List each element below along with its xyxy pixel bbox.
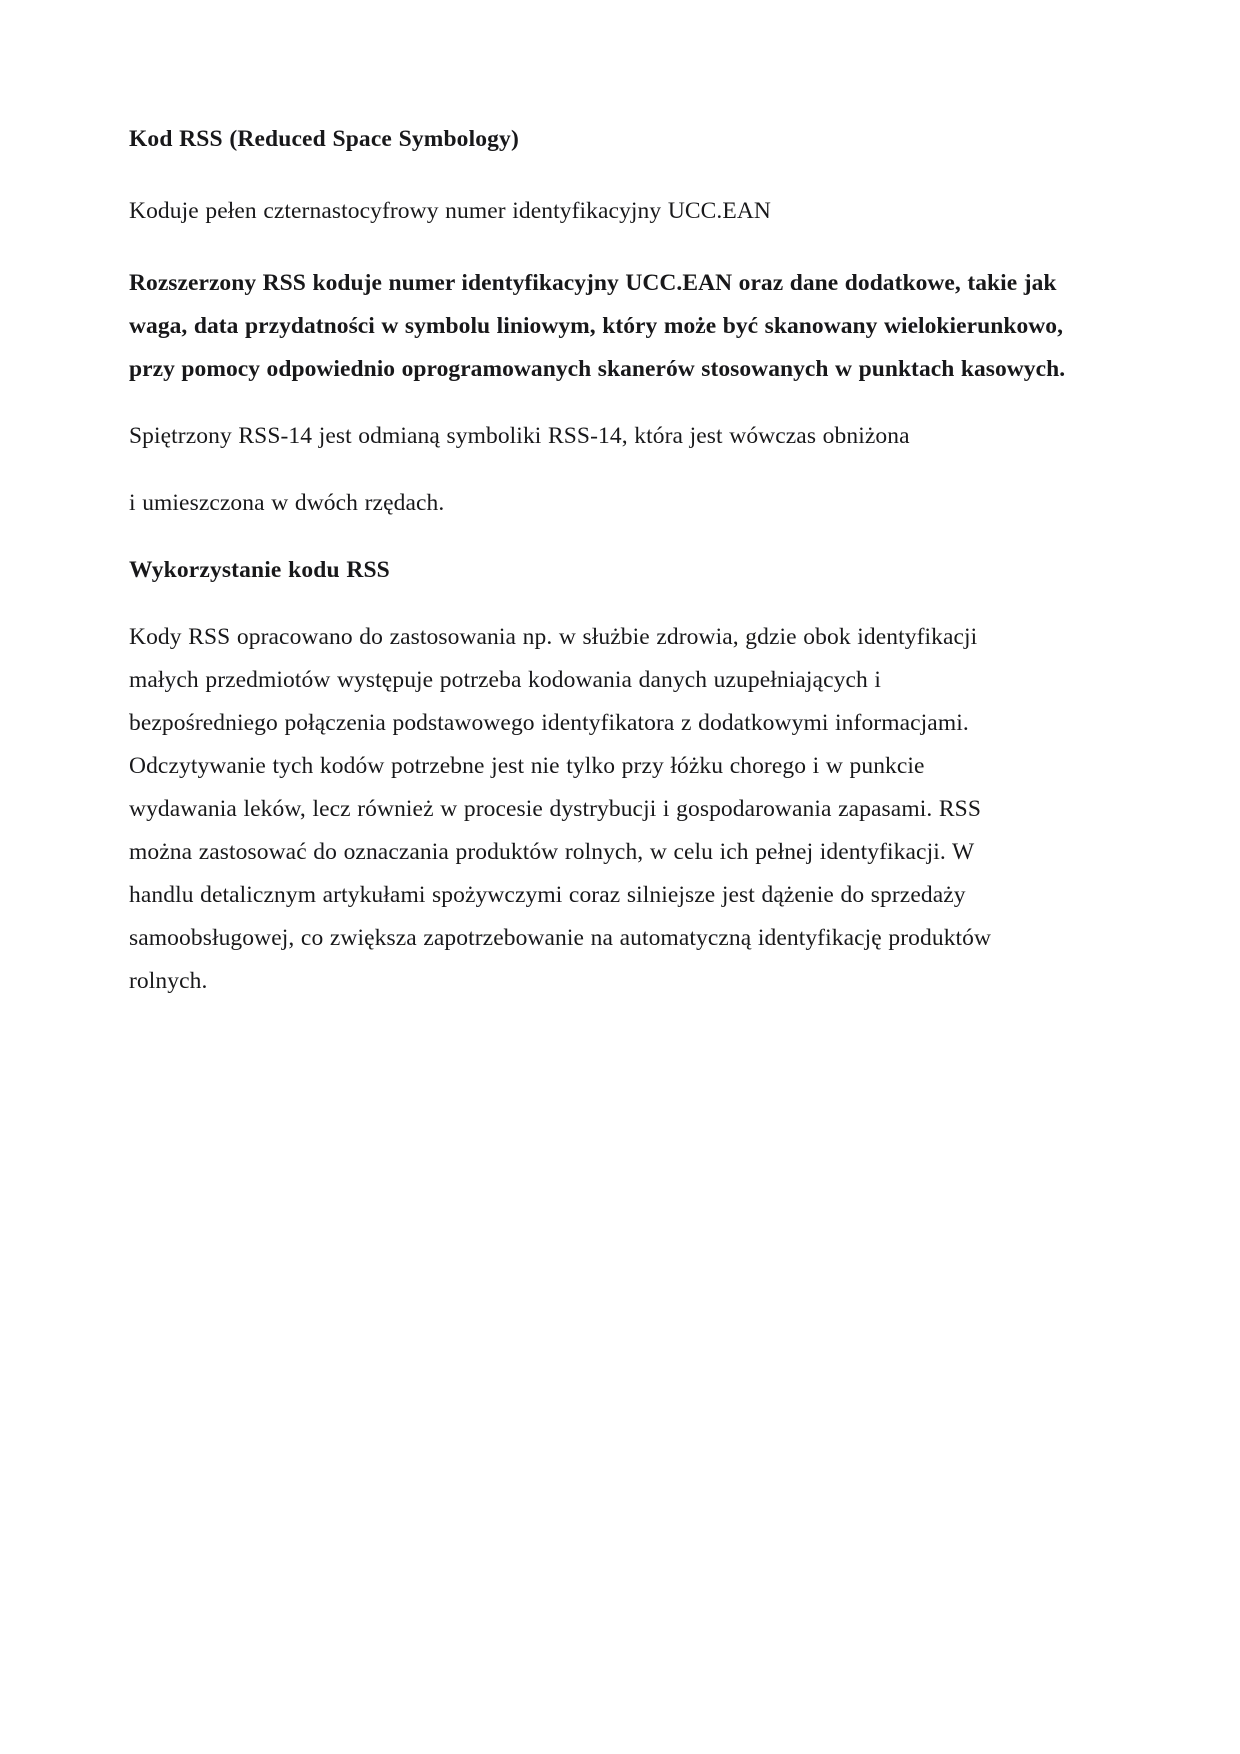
paragraph-intro [129,190,981,233]
stacked-rss14-line-1: Spiętrzony RSS-14 jest odmianą symboliki RSS-14, która jest wówczas obniżona [129,423,910,449]
title-line-1: Kod RSS (Reduced Space Symbology) [129,126,519,152]
usage-body-line-7: handlu detalicznym artykułami spożywczymi coraz silniejsze jest dążenie do sprzedaży [129,882,966,908]
intro-line-1: Koduje pełen czternastocyfrowy numer identyfikacyjny UCC.EAN [129,198,772,224]
paragraph-extended-rss [129,262,1066,391]
usage-body-line-1: Kody RSS opracowano do zastosowania np. w służbie zdrowia, gdzie obok identyfikacji [129,624,978,650]
document-text-column [129,118,1066,1024]
usage-body-line-3: bezpośredniego połączenia podstawowego identyfikatora z dodatkowymi informacjami. [129,710,969,736]
document-title [129,118,981,161]
paragraph-usage-body [129,616,992,1003]
paragraph-stacked-rss14-continued [129,482,981,525]
stacked-rss14-cont-line-1: i umieszczona w dwóch rzędach. [129,490,445,516]
usage-body-line-9: rolnych. [129,968,208,994]
extended-rss-line-1: Rozszerzony RSS koduje numer identyfikacyjny UCC.EAN oraz dane dodatkowe, takie jak [129,270,1057,296]
usage-heading-line-1: Wykorzystanie kodu RSS [129,557,390,583]
section-heading-usage [129,549,981,592]
paragraph-stacked-rss14 [129,415,981,458]
extended-rss-line-3: przy pomocy odpowiednio oprogramowanych skanerów stosowanych w punktach kasowych. [129,356,1066,382]
usage-body-line-4: Odczytywanie tych kodów potrzebne jest nie tylko przy łóżku chorego i w punkcie [129,753,925,779]
usage-body-line-5: wydawania leków, lecz również w procesie dystrybucji i gospodarowania zapasami. RSS [129,796,982,822]
usage-body-line-6: można zastosować do oznaczania produktów rolnych, w celu ich pełnej identyfikacji. W [129,839,975,865]
usage-body-line-8: samoobsługowej, co zwiększa zapotrzebowanie na automatyczną identyfikację produktów [129,925,992,951]
usage-body-line-2: małych przedmiotów występuje potrzeba kodowania danych uzupełniających i [129,667,882,693]
extended-rss-line-2: waga, data przydatności w symbolu liniowym, który może być skanowany wielokierunkowo, [129,313,1063,339]
